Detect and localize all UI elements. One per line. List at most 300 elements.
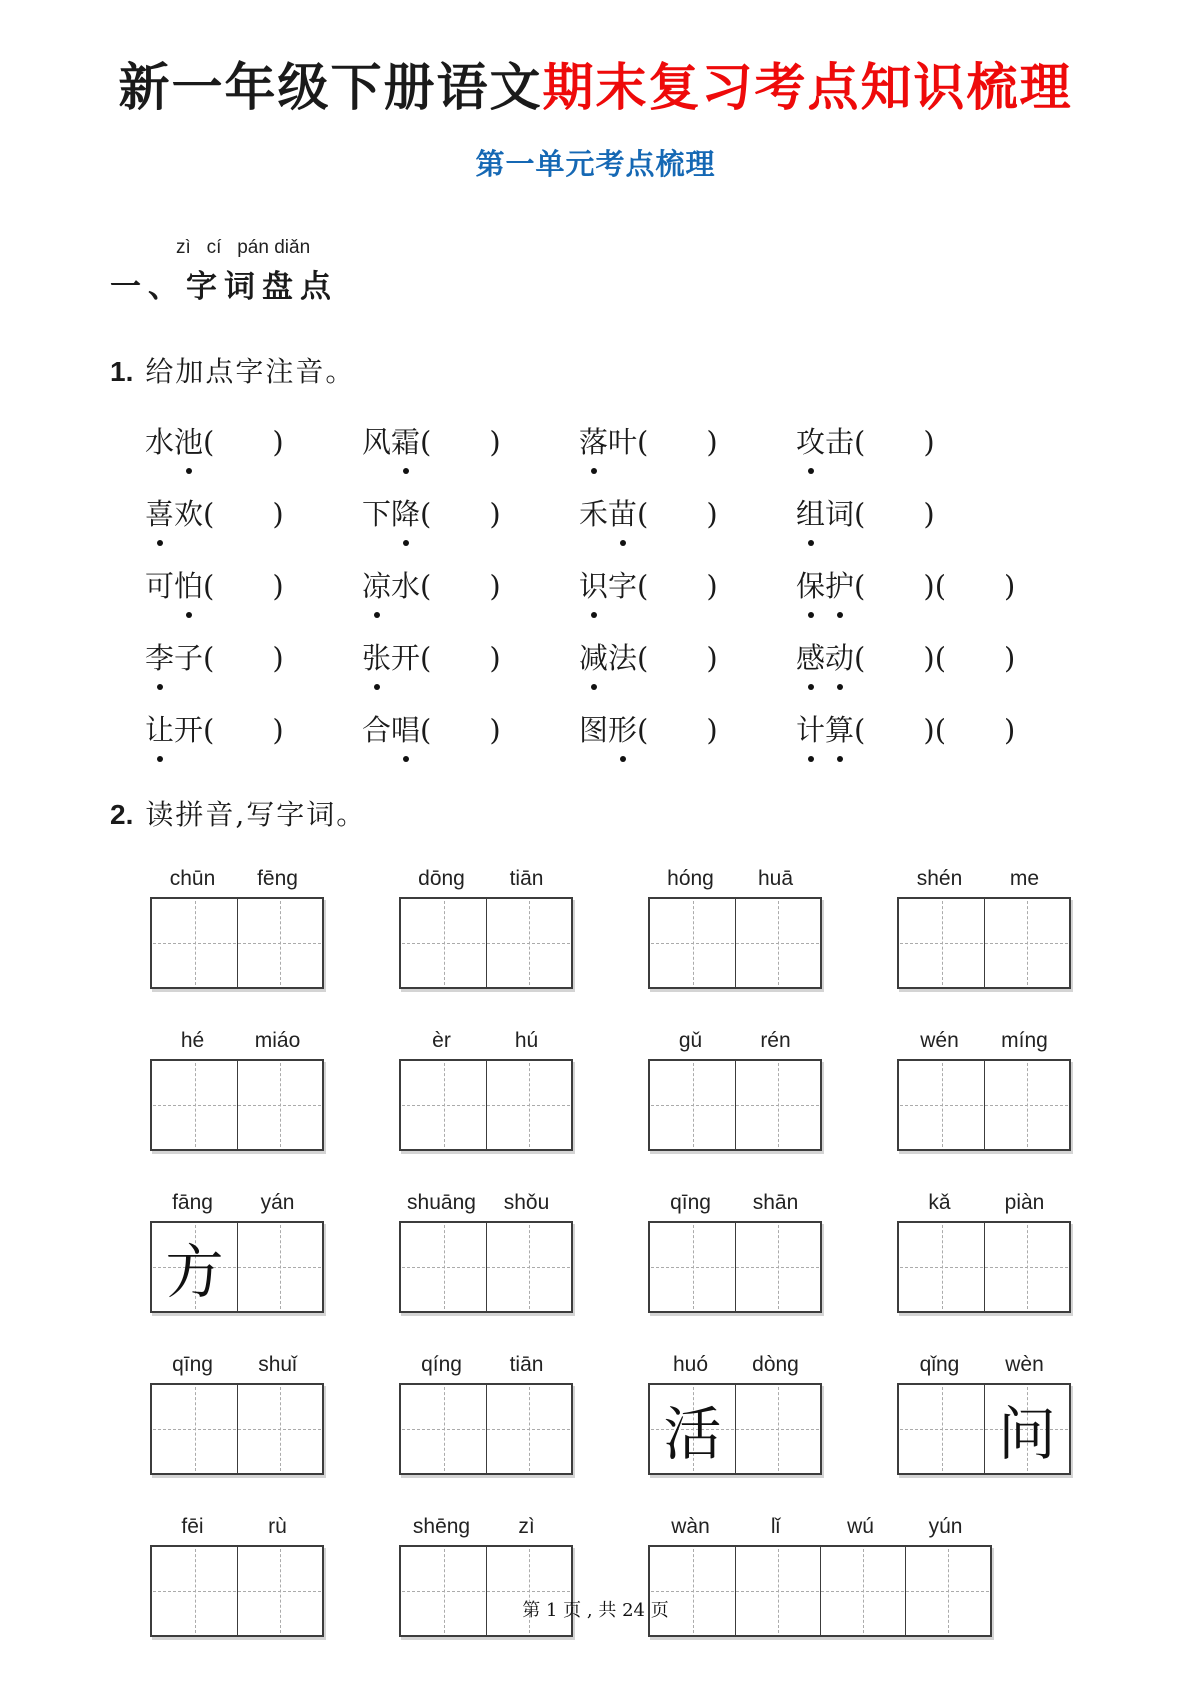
writing-grid — [648, 897, 822, 989]
grid-cell — [984, 1385, 1069, 1473]
word-item — [362, 636, 579, 677]
pinyin-label: shēng — [412, 1515, 471, 1538]
dotted-char: 张 — [362, 636, 391, 677]
pinyin-label: hóng — [667, 867, 714, 890]
word-text — [145, 425, 203, 459]
answer-blank — [935, 569, 1016, 603]
word-text — [145, 641, 203, 675]
prefilled-char: 活 — [663, 1400, 722, 1468]
pinyin-row — [648, 867, 822, 891]
close-paren: ) — [272, 641, 284, 675]
open-paren: ( — [203, 425, 215, 459]
dotted-char: 霜 — [391, 420, 420, 461]
word-char: 图 — [579, 713, 609, 747]
close-paren: ) — [489, 713, 501, 747]
answer-blank — [203, 497, 284, 531]
word-char: 水 — [391, 569, 421, 603]
grid-cell — [984, 1223, 1069, 1311]
pinyin-label: tiān — [509, 867, 544, 890]
pinyin-label: èr — [432, 1029, 451, 1052]
pinyin-label: qǐng — [919, 1353, 960, 1376]
pinyin-label: huā — [757, 867, 794, 890]
open-paren: ( — [637, 641, 649, 675]
grid-cell — [237, 1385, 322, 1473]
open-paren: ( — [934, 569, 947, 603]
word-row — [145, 708, 1191, 749]
grid-cell — [650, 1385, 735, 1473]
word-text — [362, 497, 420, 531]
close-paren: ) — [923, 713, 935, 747]
grid-cell — [401, 1223, 486, 1311]
writing-grid-group — [897, 1353, 1071, 1475]
close-paren: ) — [706, 497, 718, 531]
pinyin-label: chūn — [169, 867, 216, 890]
dotted-char: 攻 — [796, 420, 825, 461]
answer-blank — [854, 713, 935, 747]
dotted-char: 凉 — [362, 564, 391, 605]
word-row — [145, 564, 1191, 605]
pinyin-row — [648, 1353, 822, 1377]
dotted-char: 形 — [608, 708, 637, 749]
word-item — [579, 492, 796, 533]
pinyin-label: rù — [268, 1515, 287, 1538]
word-row — [145, 636, 1191, 677]
answer-blank — [420, 713, 501, 747]
dotted-char: 护 — [825, 564, 854, 605]
writing-grid — [399, 1221, 573, 1313]
word-text — [796, 425, 854, 459]
pinyin-row — [399, 867, 573, 891]
close-paren: ) — [923, 497, 935, 531]
writing-grid — [897, 1059, 1071, 1151]
word-item — [145, 564, 362, 605]
pinyin-label: piàn — [1004, 1191, 1045, 1214]
word-text — [579, 497, 637, 531]
grid-cell — [152, 1223, 237, 1311]
prefilled-char: 方 — [165, 1238, 224, 1306]
answer-blank — [854, 569, 935, 603]
answer-blank — [935, 713, 1016, 747]
word-char: 禾 — [579, 497, 609, 531]
word-item — [362, 420, 579, 461]
open-paren: ( — [854, 713, 866, 747]
grid-cell — [237, 899, 322, 987]
page-footer: 第 1 页 , 共 24 页 — [522, 1600, 669, 1621]
word-text — [362, 641, 420, 675]
open-paren: ( — [854, 425, 866, 459]
pinyin-row — [150, 1515, 324, 1539]
open-paren: ( — [854, 497, 866, 531]
answer-blank — [637, 569, 718, 603]
open-paren: ( — [420, 641, 432, 675]
word-item — [145, 708, 362, 749]
writing-grid-group — [150, 1191, 324, 1313]
pinyin-row — [648, 1029, 822, 1053]
pinyin-label: qīng — [172, 1353, 213, 1376]
word-text — [579, 713, 637, 747]
pinyin-label: tiān — [509, 1353, 544, 1376]
writing-grid-group — [150, 1029, 324, 1151]
answer-blank — [203, 641, 284, 675]
dotted-char: 算 — [825, 708, 854, 749]
open-paren: ( — [203, 641, 215, 675]
answer-blank — [854, 425, 935, 459]
pinyin-row — [399, 1515, 573, 1539]
grid-cell — [486, 899, 571, 987]
grid-cell — [735, 899, 820, 987]
close-paren: ) — [272, 569, 284, 603]
open-paren: ( — [934, 713, 947, 747]
writing-grid — [897, 1221, 1071, 1313]
word-text — [145, 497, 203, 531]
word-text — [579, 569, 637, 603]
word-item — [579, 708, 796, 749]
grid-cell — [735, 1385, 820, 1473]
word-item — [796, 708, 1015, 749]
question-1-line — [110, 350, 1191, 390]
pinyin-label: dōng — [418, 867, 465, 890]
answer-blank — [854, 641, 935, 675]
answer-blank — [420, 425, 501, 459]
pinyin-row — [150, 867, 324, 891]
close-paren: ) — [489, 497, 501, 531]
pinyin-row — [897, 1353, 1071, 1377]
writing-grid-group — [897, 867, 1071, 989]
word-char: 可 — [145, 569, 175, 603]
word-char: 子 — [174, 641, 204, 675]
word-text — [145, 713, 203, 747]
word-item — [796, 564, 1015, 605]
page-title-red-segment: 期末复习考点知识梳理 — [542, 59, 1073, 118]
word-text — [579, 641, 637, 675]
unit-subtitle: 第一单元考点梳理 — [475, 149, 716, 181]
answer-blank — [203, 713, 284, 747]
close-paren: ) — [489, 641, 501, 675]
close-paren: ) — [489, 425, 501, 459]
writing-grid-row — [150, 1191, 1191, 1313]
pinyin-label: dòng — [752, 1353, 799, 1376]
word-item — [796, 420, 935, 461]
question-2-line — [110, 793, 1191, 833]
writing-grid-group — [648, 1029, 822, 1151]
dotted-char: 动 — [825, 636, 854, 677]
writing-grid — [150, 1059, 324, 1151]
grid-cell — [401, 899, 486, 987]
grid-cell — [401, 1385, 486, 1473]
pinyin-label: rén — [760, 1029, 791, 1052]
word-char: 合 — [362, 713, 392, 747]
question-2-number: 2. — [110, 799, 134, 830]
close-paren: ) — [706, 569, 718, 603]
writing-grid — [150, 1221, 324, 1313]
pinyin-row — [897, 867, 1071, 891]
word-char: 叶 — [608, 425, 638, 459]
pinyin-row — [399, 1353, 573, 1377]
writing-grid-group — [648, 1191, 822, 1313]
pinyin-row — [150, 1191, 324, 1215]
word-row — [145, 492, 1191, 533]
writing-grid-row — [150, 867, 1191, 989]
pinyin-label: qíng — [421, 1353, 462, 1376]
open-paren: ( — [934, 641, 947, 675]
word-item — [579, 636, 796, 677]
open-paren: ( — [637, 425, 649, 459]
answer-blank — [420, 641, 501, 675]
grid-cell — [735, 1223, 820, 1311]
pinyin-label: wú — [847, 1515, 874, 1538]
question-2-text: 读拼音,写字词。 — [145, 798, 367, 831]
writing-grid-group — [399, 1353, 573, 1475]
question-1-text: 给加点字注音。 — [145, 355, 356, 388]
grid-cell — [899, 1385, 984, 1473]
page-title — [0, 0, 1191, 120]
answer-blank — [637, 713, 718, 747]
dotted-char: 感 — [796, 636, 825, 677]
writing-grid-group — [399, 1191, 573, 1313]
pinyin-label: shǒu — [503, 1191, 550, 1214]
pinyin-row — [399, 1191, 573, 1215]
writing-grid-group — [399, 1029, 573, 1151]
word-item — [362, 564, 579, 605]
pinyin-label: yún — [928, 1515, 963, 1538]
close-paren: ) — [1004, 641, 1016, 675]
writing-grid-group — [897, 1029, 1071, 1151]
word-item — [796, 492, 935, 533]
word-row — [145, 420, 1191, 461]
grid-cell — [486, 1385, 571, 1473]
pinyin-label: fāng — [172, 1191, 213, 1214]
pinyin-label: wèn — [1005, 1353, 1044, 1376]
pinyin-label: qīng — [670, 1191, 711, 1214]
pinyin-row — [897, 1029, 1071, 1053]
pinyin-row — [150, 1353, 324, 1377]
pinyin-label: kǎ — [928, 1191, 951, 1214]
answer-blank — [637, 425, 718, 459]
pinyin-row — [648, 1191, 822, 1215]
grid-cell — [899, 1061, 984, 1149]
dotted-char: 李 — [145, 636, 174, 677]
word-char: 水 — [145, 425, 175, 459]
answer-blank — [203, 425, 284, 459]
word-item — [362, 492, 579, 533]
close-paren: ) — [272, 713, 284, 747]
word-char: 击 — [825, 425, 855, 459]
close-paren: ) — [1004, 569, 1016, 603]
open-paren: ( — [420, 497, 432, 531]
open-paren: ( — [203, 497, 215, 531]
pinyin-label: yán — [260, 1191, 295, 1214]
open-paren: ( — [203, 713, 215, 747]
dotted-char: 保 — [796, 564, 825, 605]
pinyin-label: zì — [518, 1515, 535, 1538]
writing-grid — [150, 897, 324, 989]
writing-grid-group — [648, 867, 822, 989]
grid-cell — [486, 1061, 571, 1149]
open-paren: ( — [637, 713, 649, 747]
dotted-char: 降 — [391, 492, 420, 533]
answer-blank — [935, 641, 1016, 675]
writing-grid — [648, 1221, 822, 1313]
dotted-char: 苗 — [608, 492, 637, 533]
answer-blank — [637, 641, 718, 675]
dotted-char: 喜 — [145, 492, 174, 533]
pinyin-label: miáo — [254, 1029, 301, 1052]
pinyin-label: hú — [514, 1029, 539, 1052]
writing-grid — [399, 1383, 573, 1475]
pinyin-label: shén — [916, 867, 963, 890]
writing-grid-group — [150, 1353, 324, 1475]
writing-grid-group — [399, 867, 573, 989]
pinyin-label: lǐ — [770, 1515, 781, 1538]
pinyin-label: shān — [752, 1191, 799, 1214]
word-item — [579, 420, 796, 461]
answer-blank — [420, 497, 501, 531]
pinyin-row — [897, 1191, 1071, 1215]
word-char: 风 — [362, 425, 392, 459]
word-char: 法 — [608, 641, 638, 675]
grid-cell — [650, 1061, 735, 1149]
dotted-char: 减 — [579, 636, 608, 677]
close-paren: ) — [706, 641, 718, 675]
grid-cell — [984, 1061, 1069, 1149]
grid-cell — [984, 899, 1069, 987]
word-text — [796, 713, 854, 747]
writing-grid — [399, 897, 573, 989]
answer-blank — [637, 497, 718, 531]
open-paren: ( — [637, 569, 649, 603]
word-text — [579, 425, 637, 459]
close-paren: ) — [1004, 713, 1016, 747]
dotted-char: 池 — [174, 420, 203, 461]
word-text — [362, 425, 420, 459]
open-paren: ( — [854, 641, 866, 675]
grid-cell — [152, 1061, 237, 1149]
grid-cell — [152, 899, 237, 987]
dotted-char: 唱 — [391, 708, 420, 749]
pinyin-label: shuāng — [407, 1191, 476, 1214]
close-paren: ) — [489, 569, 501, 603]
word-item — [145, 492, 362, 533]
grid-cell — [486, 1223, 571, 1311]
pinyin-row — [150, 1029, 324, 1053]
pinyin-label: fēng — [257, 867, 298, 890]
writing-grid — [648, 1545, 992, 1637]
writing-grid — [150, 1383, 324, 1475]
grid-cell — [237, 1223, 322, 1311]
word-text — [796, 497, 854, 531]
pinyin-label: huó — [672, 1353, 709, 1376]
close-paren: ) — [706, 713, 718, 747]
writing-grid — [648, 1059, 822, 1151]
open-paren: ( — [420, 713, 432, 747]
pinyin-label: hé — [180, 1029, 205, 1052]
dotted-char: 组 — [796, 492, 825, 533]
word-char: 开 — [174, 713, 204, 747]
close-paren: ) — [923, 641, 935, 675]
writing-grid — [150, 1545, 324, 1637]
section-heading-pinyin: zì cí pán diǎn — [176, 237, 311, 258]
pinyin-label: wàn — [671, 1515, 710, 1538]
word-text — [362, 713, 420, 747]
open-paren: ( — [637, 497, 649, 531]
open-paren: ( — [854, 569, 866, 603]
open-paren: ( — [420, 569, 432, 603]
dotted-char: 计 — [796, 708, 825, 749]
pinyin-label: wén — [920, 1029, 959, 1052]
dotted-char: 落 — [579, 420, 608, 461]
writing-grid — [399, 1545, 573, 1637]
answer-blank — [420, 569, 501, 603]
word-item — [145, 420, 362, 461]
word-char: 下 — [362, 497, 392, 531]
word-item — [796, 636, 1015, 677]
writing-grid-row — [150, 1353, 1191, 1475]
pinyin-label: míng — [1001, 1029, 1048, 1052]
word-text — [362, 569, 420, 603]
close-paren: ) — [272, 497, 284, 531]
prefilled-char: 问 — [997, 1400, 1056, 1468]
grid-cell — [152, 1385, 237, 1473]
writing-grid — [897, 1383, 1071, 1475]
pinyin-label: me — [1009, 867, 1040, 890]
word-text — [145, 569, 203, 603]
grid-cell — [899, 1223, 984, 1311]
pinyin-label: gǔ — [678, 1029, 703, 1052]
dotted-char: 识 — [579, 564, 608, 605]
open-paren: ( — [203, 569, 215, 603]
answer-blank — [854, 497, 935, 531]
writing-grid-group — [648, 1353, 822, 1475]
pinyin-row — [648, 1515, 992, 1539]
section-heading-block — [110, 237, 1191, 306]
section-heading: 一、字词盘点 — [110, 269, 338, 305]
close-paren: ) — [923, 569, 935, 603]
writing-grid — [399, 1059, 573, 1151]
pinyin-row — [399, 1029, 573, 1053]
close-paren: ) — [923, 425, 935, 459]
word-char: 字 — [608, 569, 638, 603]
word-item — [579, 564, 796, 605]
pinyin-label: fēi — [181, 1515, 204, 1538]
dotted-char: 怕 — [174, 564, 203, 605]
open-paren: ( — [420, 425, 432, 459]
dotted-char: 让 — [145, 708, 174, 749]
writing-grid-area — [150, 867, 1191, 1637]
writing-grid-row — [150, 1029, 1191, 1151]
word-item — [145, 636, 362, 677]
question-1-number: 1. — [110, 356, 134, 387]
page-title-black-segment: 新一年级下册语文 — [118, 59, 543, 118]
writing-grid — [897, 897, 1071, 989]
close-paren: ) — [706, 425, 718, 459]
pinyin-label: shuǐ — [258, 1353, 297, 1376]
word-list — [145, 420, 1191, 749]
answer-blank — [203, 569, 284, 603]
writing-grid-group — [150, 867, 324, 989]
grid-cell — [401, 1061, 486, 1149]
word-char: 欢 — [174, 497, 204, 531]
word-text — [796, 641, 854, 675]
writing-grid — [648, 1383, 822, 1475]
grid-cell — [899, 899, 984, 987]
grid-cell — [650, 899, 735, 987]
word-item — [362, 708, 579, 749]
close-paren: ) — [272, 425, 284, 459]
grid-cell — [237, 1061, 322, 1149]
word-text — [796, 569, 854, 603]
grid-cell — [650, 1223, 735, 1311]
grid-cell — [735, 1061, 820, 1149]
